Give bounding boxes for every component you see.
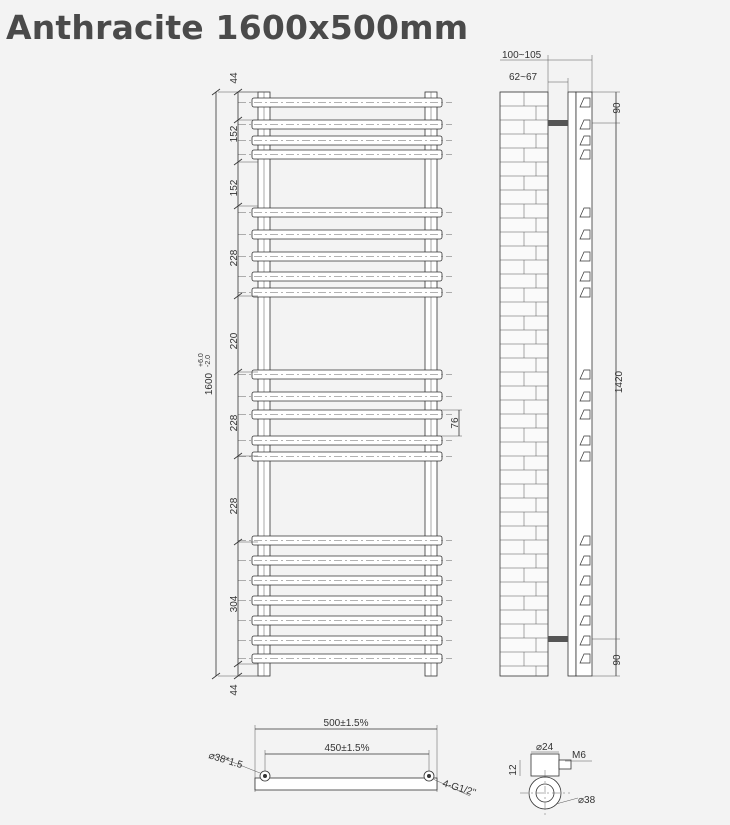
top-bracket [548,120,568,126]
dim-bottom-44: 44 [229,684,240,696]
bottom-bracket [548,636,568,642]
thread-m6: M6 [572,750,586,761]
dim-304: 304 [229,595,240,613]
side-view [500,50,625,676]
overall-tol-lower: -2.0 [205,354,212,367]
dim-228-a: 228 [229,249,240,267]
bracket-detail [508,742,596,815]
bar-profile [576,92,592,676]
bracket-stud [559,760,571,769]
dim-152-b: 152 [229,179,240,197]
bottom-view [207,718,477,799]
tube-dia: ⌀38*1.5 [207,750,244,772]
dim-top-44: 44 [229,72,240,84]
width-centers: 450±1.5% [324,743,370,754]
overall-tol-upper: +6.0 [198,353,205,367]
offset-12: 12 [508,764,519,776]
dimension-ticks [212,89,258,679]
product-title: Anthracite 1600x500mm [6,8,469,47]
bracket-top: 90 [612,102,623,114]
dia-top: ⌀24 [536,742,554,753]
depth-inner: 62~67 [509,72,538,83]
bracket-span: 1420 [614,370,625,394]
front-view [198,72,462,696]
dim-152-a: 152 [229,125,240,143]
overall-height: 1600 [204,372,215,396]
bar-pitch: 76 [450,417,461,429]
radiator-profile [568,92,576,676]
dim-228-c: 228 [229,497,240,515]
bottom-profile [255,778,437,790]
dim-228-b: 228 [229,414,240,432]
width-outer: 500±1.5% [323,718,369,729]
connection-thread: 4-G1/2" [441,778,477,799]
depth-outer: 100~105 [502,50,542,61]
dia-ring: ⌀38 [578,795,596,806]
dim-220: 220 [229,332,240,350]
bracket-bottom: 90 [612,654,623,666]
